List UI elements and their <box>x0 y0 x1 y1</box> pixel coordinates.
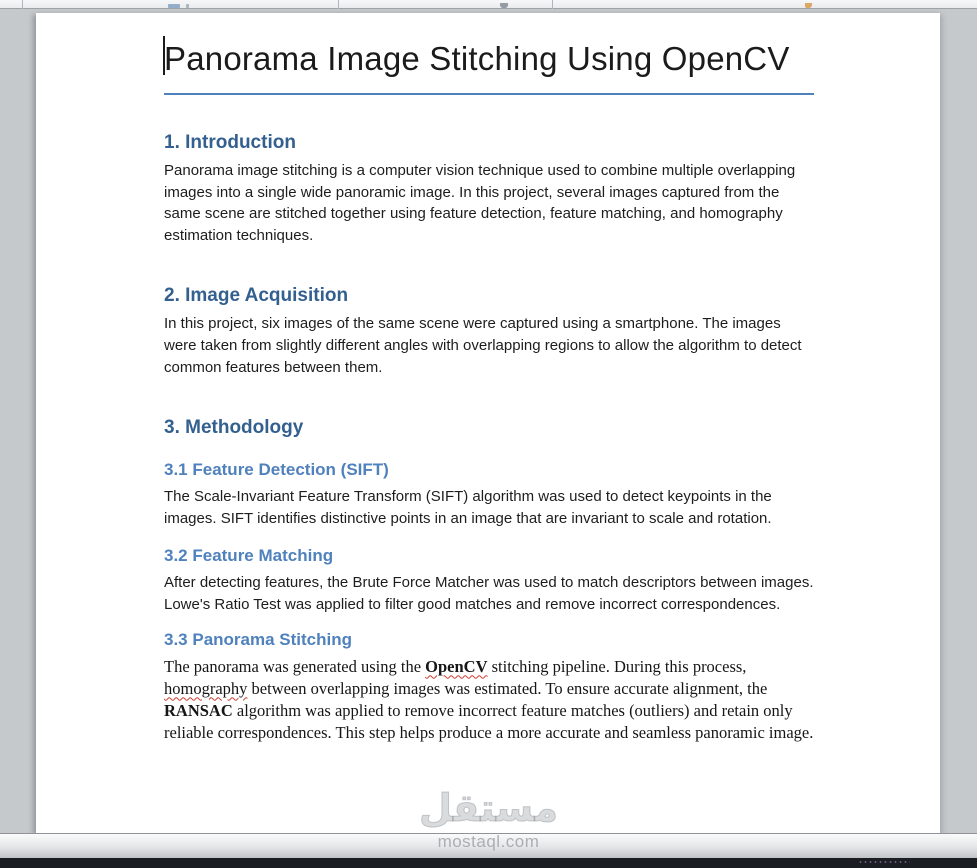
toolbar-fragment-icon <box>805 3 812 8</box>
section-paragraph: After detecting features, the Brute Force Matcher was used to match descriptors between images. Lowe's Ratio Test was applied to filter good matches and remove incorrect correspondences. <box>164 574 814 613</box>
subsection-heading-feature-matching: 3.2 Feature Matching <box>164 546 334 566</box>
section-heading-image-acquisition: 2. Image Acquisition <box>164 285 349 307</box>
section-paragraph: Panorama image stitching is a computer vision technique used to combine multiple overlapping images into a single wide panoramic image. In this project, several images captured from the same scene are stitched together using feature detection, feature matching, and homography estimation techniques. <box>164 162 796 244</box>
horizontal-scrollbar[interactable] <box>0 833 977 858</box>
section-paragraph-rich <box>164 656 814 744</box>
taskbar-strip <box>0 858 977 868</box>
toolbar-fragment-icon <box>168 4 180 8</box>
toolbar-divider <box>552 0 553 9</box>
watermark-arabic-text: مستقل <box>419 786 558 830</box>
document-content[interactable] <box>36 13 940 744</box>
toolbar-fragment-icon <box>500 3 508 8</box>
text-segment: The panorama was generated using the <box>164 656 426 676</box>
title-underline <box>164 93 814 95</box>
subsection-heading-feature-detection: 3.1 Feature Detection (SIFT) <box>164 460 389 480</box>
taskbar-dots-decoration <box>858 860 910 865</box>
section-paragraph: The Scale-Invariant Feature Transform (SIFT) algorithm was used to detect keypoints in the images. SIFT identifies distinctive points in an image that are invariant to scale and rotation. <box>164 488 772 527</box>
toolbar-divider <box>338 0 339 9</box>
watermark-domain-text: mostaql.com <box>437 832 540 851</box>
text-segment: stitching pipeline. During this process, <box>487 656 747 676</box>
section-paragraph: In this project, six images of the same scene were captured using a smartphone. The images were taken from slightly different angles with overlapping regions to allow the algorithm to detect common features between them. <box>164 315 802 376</box>
section-heading-introduction: 1. Introduction <box>164 132 296 153</box>
text-segment: homography <box>164 678 248 698</box>
text-segment: RANSAC <box>164 700 233 720</box>
document-title: Panorama Image Stitching Using OpenCV <box>164 40 790 77</box>
subsection-heading-panorama-stitching: 3.3 Panorama Stitching <box>164 629 352 649</box>
section-heading-methodology: 3. Methodology <box>164 417 304 439</box>
toolbar-fragment-icon <box>186 4 189 8</box>
toolbar-strip[interactable] <box>0 0 977 9</box>
document-page[interactable] <box>36 13 940 833</box>
text-segment: OpenCV <box>425 656 488 676</box>
text-segment: algorithm was applied to remove incorrect feature matches (outliers) and retain only reliable correspondences. This step helps produce a more accurate and seamless panoramic image. <box>164 700 814 742</box>
text-segment: between overlapping images was estimated. To ensure accurate alignment, the <box>247 678 768 698</box>
toolbar-divider <box>22 0 23 9</box>
